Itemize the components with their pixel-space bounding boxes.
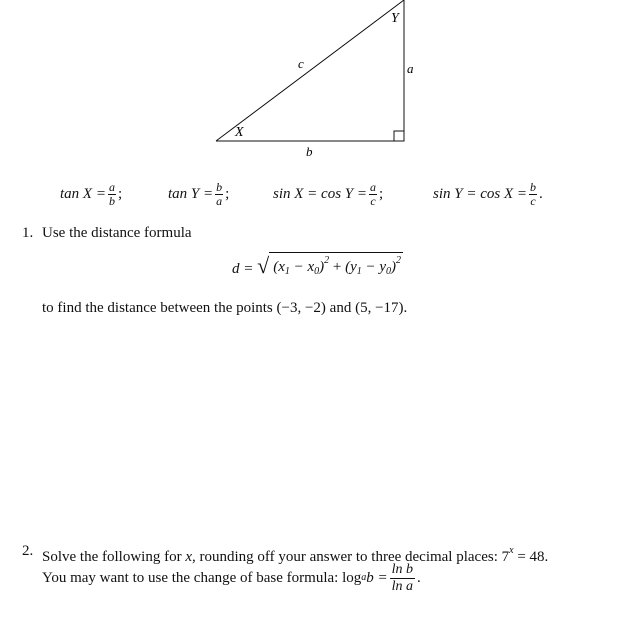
text-part: Solve the following for: [42, 549, 186, 565]
trig-tan-x-tail: ;: [117, 185, 123, 202]
side-label-c: c: [298, 56, 304, 71]
right-angle-marker: [394, 131, 404, 141]
fraction-numerator: b: [530, 179, 536, 194]
trig-sin-y: [433, 172, 543, 216]
subscript: 1: [356, 266, 362, 277]
log-argument: b =: [366, 570, 388, 586]
side-label-a: a: [407, 61, 414, 76]
trig-tan-y-lhs: tan Y =: [168, 185, 214, 202]
right-triangle-diagram: [0, 0, 643, 165]
text-part: , rounding off your answer to three decimal places: 7: [192, 549, 510, 565]
text-part: .: [417, 570, 421, 586]
side-label-b: b: [306, 144, 313, 159]
text-part: = 48.: [513, 549, 549, 565]
term-part: ): [319, 259, 325, 275]
change-of-base-fraction: [390, 562, 415, 595]
subscript: 0: [314, 266, 320, 277]
problem-1-intro: Use the distance formula: [42, 225, 192, 241]
term-part: − y: [361, 259, 387, 275]
term-part: ): [391, 259, 397, 275]
fraction-denominator: b: [108, 193, 115, 208]
distance-formula: [232, 252, 403, 278]
trig-sin-y-tail: .: [539, 185, 543, 202]
trig-sin-y-fraction: [529, 181, 537, 208]
square-root: [257, 252, 403, 277]
trig-tan-x: [60, 172, 122, 216]
trig-tan-y-tail: ;: [225, 185, 230, 202]
exponent-x: x: [509, 545, 514, 556]
variable-x: x: [185, 549, 192, 565]
subscript: 1: [284, 266, 290, 277]
term-part: (x: [273, 259, 285, 275]
fraction-denominator: c: [370, 193, 376, 208]
fraction-denominator: c: [530, 193, 536, 208]
trig-relations: [0, 172, 643, 216]
text-part: You may want to use the change of base formula: log: [42, 570, 362, 586]
fraction-denominator: a: [216, 193, 223, 208]
plus-sign: +: [329, 259, 346, 275]
superscript: 2: [324, 255, 330, 266]
problem-1-number: 1.: [22, 225, 34, 241]
formula-lhs: d =: [232, 261, 254, 277]
term-part: (y: [345, 259, 357, 275]
trig-tan-x-fraction: [108, 181, 116, 208]
fraction-numerator: a: [108, 179, 115, 194]
fraction-numerator: a: [370, 179, 376, 194]
trig-tan-x-lhs: tan X =: [60, 185, 106, 202]
hypotenuse-c: [216, 0, 404, 141]
radical-sign: √: [257, 253, 270, 278]
term-part: − x: [289, 259, 315, 275]
superscript: 2: [396, 255, 402, 266]
trig-sin-x-tail: ;: [379, 185, 384, 202]
problem-2-number: 2.: [22, 543, 34, 559]
subscript: 0: [386, 266, 392, 277]
vertex-label-x: X: [235, 125, 244, 140]
radicand: [269, 252, 403, 277]
problem-1-instruction: to find the distance between the points (−3, −2) and (5, −17).: [42, 300, 408, 316]
log-base-subscript: a: [361, 572, 367, 583]
trig-sin-x-fraction: [369, 181, 377, 208]
fraction-denominator: ln a: [391, 578, 414, 594]
trig-sin-x: [273, 172, 383, 216]
fraction-numerator: b: [216, 179, 223, 194]
trig-tan-y-fraction: [215, 181, 223, 208]
trig-sin-x-lhs: sin X = cos Y =: [273, 185, 367, 202]
trig-sin-y-lhs: sin Y = cos X =: [433, 185, 527, 202]
vertex-label-y: Y: [391, 11, 399, 26]
problem-2-line-2: [42, 560, 421, 596]
trig-tan-y: [168, 172, 229, 216]
fraction-numerator: ln b: [391, 561, 414, 577]
